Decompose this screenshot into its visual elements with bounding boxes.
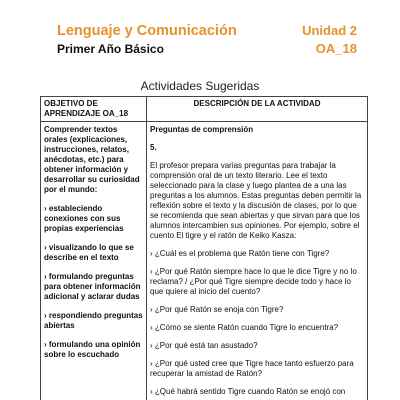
activity-number: 5. (150, 143, 157, 152)
header-row-top (57, 22, 357, 40)
question-item: › ¿Por qué Ratón se enoja con Tigre? (150, 305, 284, 314)
objective-item: › respondiendo preguntas abiertas (44, 311, 143, 330)
activities-table (40, 96, 368, 400)
section-title: Actividades Sugeridas (140, 79, 260, 93)
activity-description: El profesor prepara varias preguntas para trabajar la comprensión oral de un texto literario. Lee el texto seleccionado para la clase y luego plantea de a una las preguntas a los alumnos. Estas preguntas deben permitir la reflexión sobre el texto y la discusión de clases, por lo que se recomienda que sean abiertas y que sirvan para que los alumnos intercambien sus opiniones. Por ejemplo, sobre el cuento El tigre y el ratón de Keiko Kasza: (150, 161, 362, 240)
objective-code: OA_18 (315, 41, 357, 56)
description-column-header: DESCRIPCIÓN DE LA ACTIVIDAD (147, 97, 368, 122)
question-item: › ¿Qué habrá sentido Tigre cuando Ratón se enojó con (150, 387, 346, 396)
objective-item: › visualizando lo que se describe en el texto (44, 243, 134, 262)
table-row (41, 122, 368, 400)
question-item: › ¿Cómo se siente Ratón cuando Tigre lo encuentra? (150, 323, 339, 332)
subject-title: Lenguaje y Comunicación (57, 23, 237, 39)
table-header-row (41, 97, 368, 122)
objective-column-header: OBJETIVO DE APRENDIZAJE OA_18 (41, 97, 147, 122)
question-item: › ¿Por qué Ratón siempre hace lo que le dice Tigre y no lo reclama? / ¿Por qué Tigre siempre decide todo y hace lo que quiere al inicio del cuento? (150, 267, 357, 296)
objective-cell (41, 122, 147, 400)
grade-title: Primer Año Básico (57, 42, 164, 56)
description-cell (147, 122, 368, 400)
objective-item: › estableciendo conexiones con sus propias experiencias (44, 204, 124, 233)
objective-main-text: Comprender textos orales (explicaciones, instrucciones, relatos, anécdotas, etc.) para obtener información y desarrollar su curiosidad por el mundo: (44, 125, 140, 194)
header-row-bottom (57, 40, 357, 58)
activity-title: Preguntas de comprensión (150, 125, 254, 134)
question-item: › ¿Por qué usted cree que Tigre hace tanto esfuerzo para recuperar la amistad de Ratón? (150, 359, 354, 378)
objective-item: › formulando preguntas para obtener información adicional y aclarar dudas (44, 272, 141, 301)
objective-item: › formulando una opinión sobre lo escuchado (44, 340, 141, 359)
page-header (57, 22, 357, 58)
question-item: › ¿Cuál es el problema que Ratón tiene con Tigre? (150, 249, 330, 258)
unit-label: Unidad 2 (302, 23, 357, 38)
question-item: › ¿Por qué está tan asustado? (150, 341, 258, 350)
